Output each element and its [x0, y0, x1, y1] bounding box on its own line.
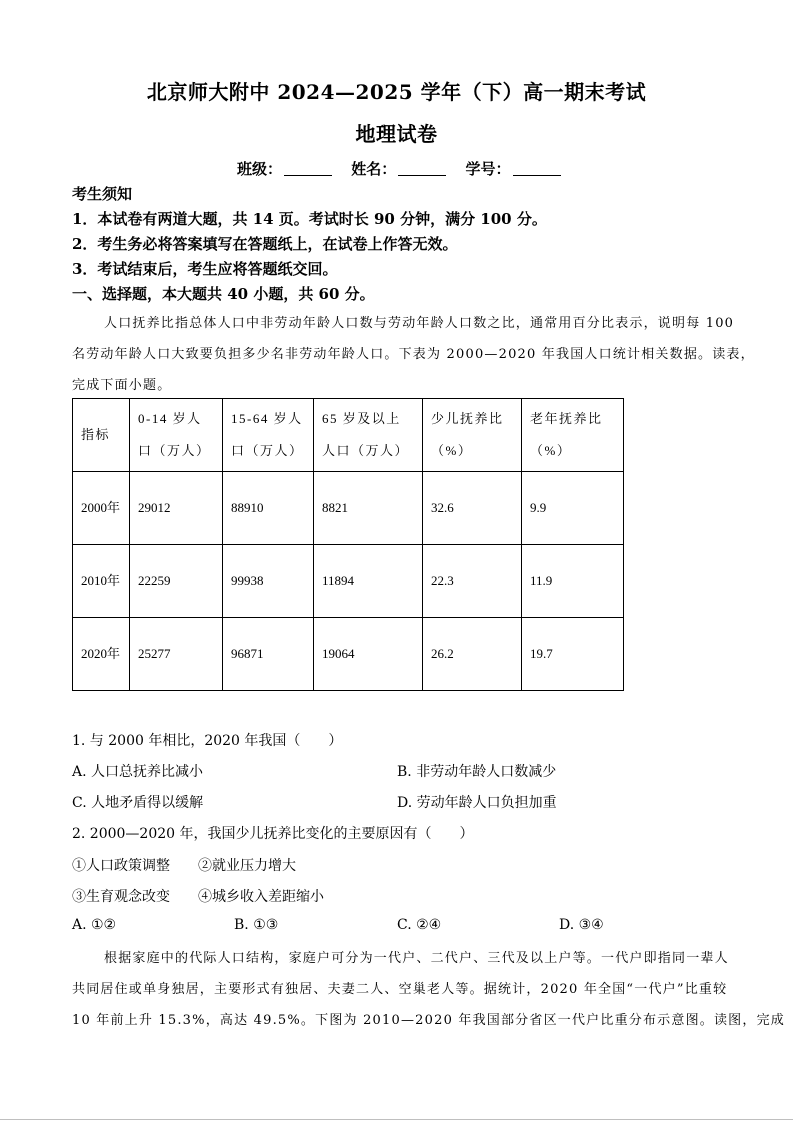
class-blank[interactable] [284, 161, 332, 176]
q2-option-a[interactable]: A. ①② [72, 917, 117, 933]
table-header-row [73, 399, 624, 472]
notice-heading: 考生须知 [72, 185, 133, 203]
table-cell: 26.2 [423, 618, 522, 691]
q2-option-c[interactable]: C. ②④ [397, 917, 442, 933]
q1-option-b[interactable]: B. 非劳动年龄人口数减少 [397, 764, 557, 780]
table-cell: 22259 [130, 545, 223, 618]
name-blank[interactable] [398, 161, 446, 176]
table-cell-year: 2020年 [73, 618, 130, 691]
q1-option-c[interactable]: C. 人地矛盾得以缓解 [72, 795, 204, 811]
table-cell: 11894 [314, 545, 423, 618]
table-cell: 32.6 [423, 472, 522, 545]
table-header-cell: 指标 [73, 399, 130, 472]
table-cell: 11.9 [522, 545, 624, 618]
q2-choices-line-1: ①人口政策调整 ②就业压力增大 [72, 858, 296, 874]
intro-line-2: 名劳动年龄人口大致要负担多少名非劳动年龄人口。下表为 2000—2020 年我国人口统计相关数据。读表， [72, 347, 755, 362]
table-cell: 99938 [223, 545, 314, 618]
table-header-cell: 老年抚养比（%） [522, 399, 624, 472]
table-cell: 25277 [130, 618, 223, 691]
table-header-cell: 少儿抚养比（%） [423, 399, 522, 472]
q1-option-d[interactable]: D. 劳动年龄人口负担加重 [397, 795, 557, 811]
notice-item-2: 2．考生务必将答案填写在答题纸上，在试卷上作答无效。 [72, 235, 458, 253]
table-header-cell: 15-64 岁人口（万人） [223, 399, 314, 472]
q2-option-d[interactable]: D. ③④ [559, 917, 604, 933]
table-cell: 19064 [314, 618, 423, 691]
exam-title: 北京师大附中 2024—2025 学年（下）高一期末考试 [146, 80, 647, 104]
population-table [72, 398, 624, 691]
table-header-cell: 0-14 岁人口（万人） [130, 399, 223, 472]
table-cell-year: 2010年 [73, 545, 130, 618]
notice-item-1: 1．本试卷有两道大题，共 14 页。考试时长 90 分钟，满分 100 分。 [72, 210, 547, 228]
table-cell: 19.7 [522, 618, 624, 691]
table-row [73, 618, 624, 691]
page-bottom-divider [0, 1119, 793, 1120]
name-label: 姓名： [351, 160, 397, 178]
intro-line-1: 人口抚养比指总体人口中非劳动年龄人口数与劳动年龄人口数之比，通常用百分比表示，说明每 100 [104, 316, 735, 331]
table-header-cell: 65 岁及以上人口（万人） [314, 399, 423, 472]
section-heading: 一、选择题，本大题共 40 小题，共 60 分。 [72, 285, 375, 303]
notice-item-3: 3．考试结束后，考生应将答题纸交回。 [72, 260, 338, 278]
student-id-label: 学号： [465, 160, 511, 178]
question-1-stem: 1. 与 2000 年相比，2020 年我国（ ） [72, 733, 343, 749]
name-field[interactable] [351, 160, 446, 178]
class-label: 班级： [237, 160, 283, 178]
table-row [73, 545, 624, 618]
intro-line-3: 完成下面小题。 [72, 378, 172, 393]
table-cell: 29012 [130, 472, 223, 545]
q2-option-b[interactable]: B. ①③ [234, 917, 279, 933]
passage-2-line-3: 10 年前上升 15.3%，高达 49.5%。下图为 2010—2020 年我国部分省区一代户比重分布示意图。读图，完成 [72, 1013, 785, 1028]
table-cell: 8821 [314, 472, 423, 545]
q1-option-a[interactable]: A. 人口总抚养比减小 [72, 764, 204, 780]
table-cell-year: 2000年 [73, 472, 130, 545]
passage-2-line-1: 根据家庭中的代际人口结构，家庭户可分为一代户、二代户、三代及以上户等。一代户即指同一辈人 [104, 951, 729, 966]
exam-subtitle: 地理试卷 [355, 122, 438, 146]
student-id-field[interactable] [466, 160, 561, 178]
passage-2-line-2: 共同居住或单身独居，主要形式有独居、夫妻二人、空巢老人等。据统计，2020 年全国“一代户”比重较 [72, 982, 728, 997]
student-info-line [237, 158, 575, 179]
table-cell: 22.3 [423, 545, 522, 618]
student-id-blank[interactable] [513, 161, 561, 176]
q2-choices-line-2: ③生育观念改变 ④城乡收入差距缩小 [72, 889, 324, 905]
class-field[interactable] [237, 160, 332, 178]
table-cell: 96871 [223, 618, 314, 691]
table-cell: 9.9 [522, 472, 624, 545]
question-2-stem: 2. 2000—2020 年，我国少儿抚养比变化的主要原因有（ ） [72, 826, 474, 842]
table-cell: 88910 [223, 472, 314, 545]
table-row [73, 472, 624, 545]
